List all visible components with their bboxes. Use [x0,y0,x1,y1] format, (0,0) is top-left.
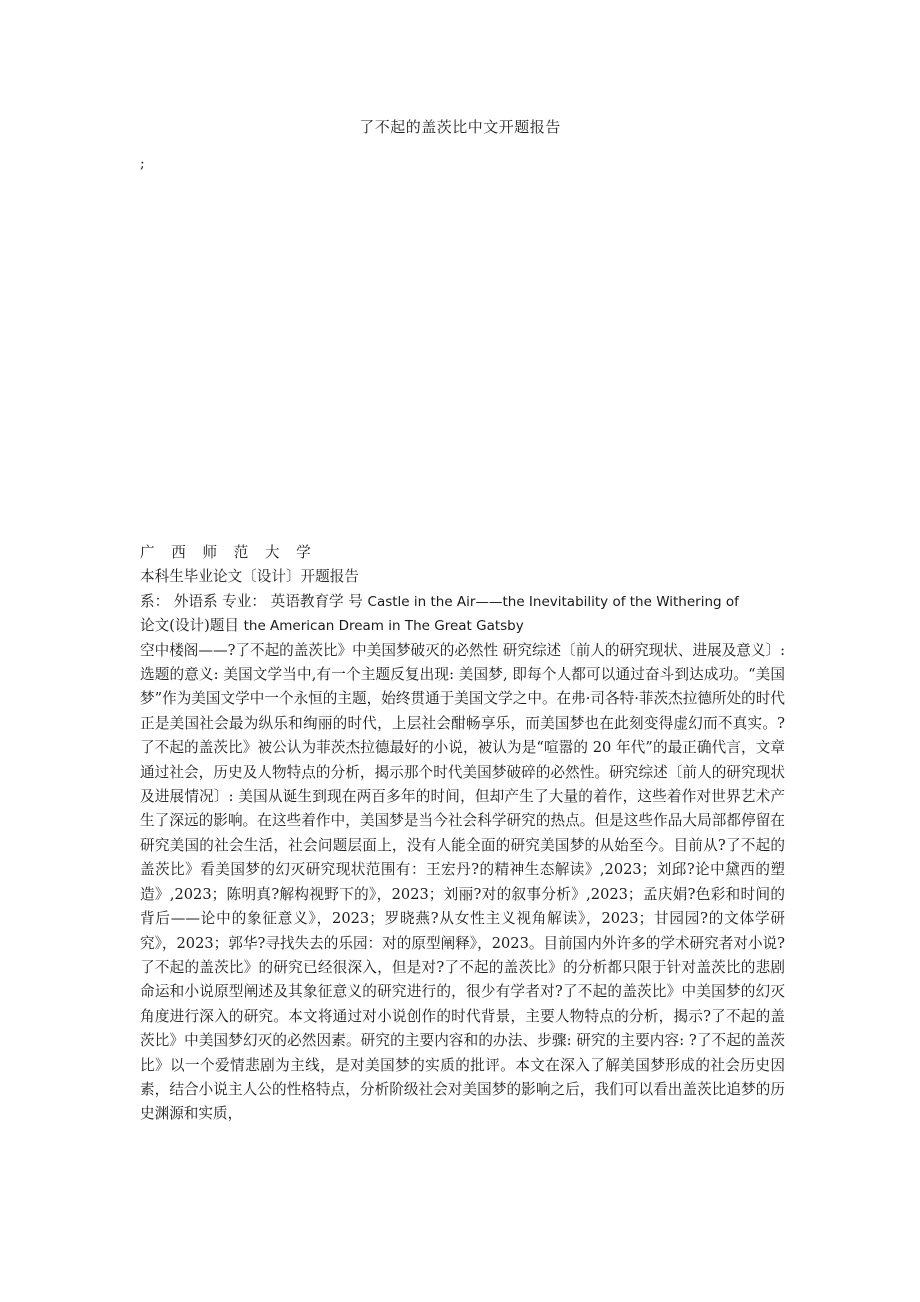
body-paragraph: 空中楼阁——?了不起的盖茨比》中美国梦破灭的必然性 研究综述〔前人的研究现状、进展及意义〕: 选题的意义: 美国文学当中,有一个主题反复出现: 美国梦, 即每个人都可以通过奋斗到达成功。“美国梦”作为美国文学中一个永恒的主题，始终贯通于美国文学之中。在弗·司各特·菲茨杰拉德所处的时代正是美国社会最为纵乐和绚丽的时代，上层社会酣畅享乐，而美国梦也在此刻变得虚幻而不真实。?了不起的盖茨比》被公认为菲茨杰拉德最好的小说，被认为是“喧嚣的 20 年代”的最正确代言，文章通过社会，历史及人物特点的分析，揭示那个时代美国梦破碎的必然性。研究综述〔前人的研究现状及进展情况〕: 美国从诞生到现在两百多年的时间，但却产生了大量的着作，这些着作对世界艺术产生了深远的影响。在这些着作中，美国梦是当今社会科学研究的热点。但是这些作品大局部都停留在研究美国的社会生活，社会问题层面上，没有人能全面的研究美国梦的从始至今。目前从?了不起的盖茨比》看美国梦的幻灭研究现状范围有：王宏丹?的精神生态解读》,2023；刘邱?论中黛西的塑造》,2023；陈明真?解构视野下的》，2023；刘丽?对的叙事分析》,2023；孟庆娟?色彩和时间的背后——论中的象征意义》，2023；罗晓燕?从女性主义视角解读》，2023；甘园园?的文体学研究》，2023；郭华?寻找失去的乐园：对的原型阐释》，2023。目前国内外许多的学术研究者对小说?了不起的盖茨比》的研究已经很深入，但是对?了不起的盖茨比》的分析都只限于针对盖茨比的悲剧命运和小说原型阐述及其象征意义的研究进行的，很少有学者对?了不起的盖茨比》中美国梦的幻灭角度进行深入的研究。本文将通过对小说创作的时代背景，主要人物特点的分析，揭示?了不起的盖茨比》中美国梦幻灭的必然因素。研究的主要内容和的办法、步骤: 研究的主要内容: ?了不起的盖茨比》以一个爱情悲剧为主线，是对美国梦的实质的批评。本文在深入了解美国梦形成的社会历史因素，结合小说主人公的性格特点，分析阶级社会对美国梦的影响之后，我们可以看出盖茨比追梦的历史渊源和实质， [140,641,785,1123]
stray-mark: ; [140,156,145,172]
report-content [140,541,785,1127]
meta-line [140,590,785,614]
university-name: 广 西 师 范 大 学 [140,544,317,561]
english-title-part2: the American Dream in The Great Gatsby [243,618,524,635]
topic-line [140,614,785,638]
meta-text: 系： 外语系 专业： 英语教育学 号 [140,592,363,610]
document-title: 了不起的盖茨比中文开题报告 [359,118,561,136]
topic-label: 论文(设计)题目 [140,617,239,635]
english-title-part1: Castle in the Air——the Inevitability of the Withering of [367,593,739,610]
report-title: 本科生毕业论文〔设计〕开题报告 [140,568,359,586]
